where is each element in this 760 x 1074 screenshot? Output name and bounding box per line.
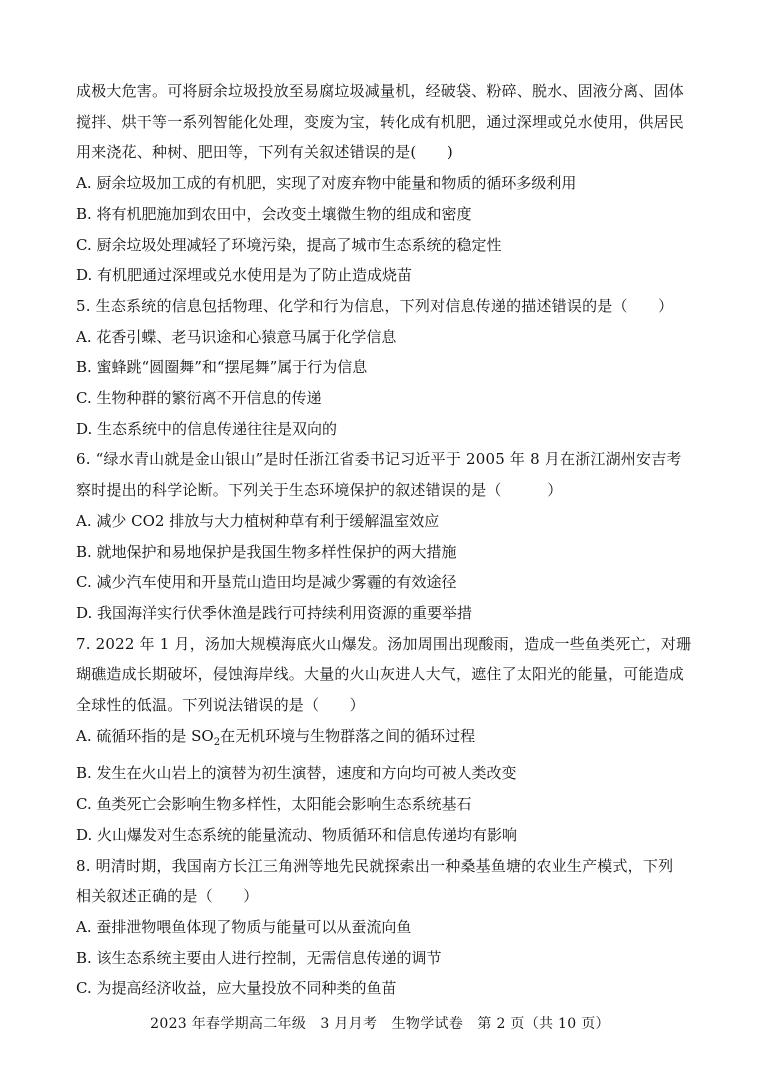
option-c: C. 厨余垃圾处理减轻了环境污染，提高了城市生态系统的稳定性 [76, 235, 502, 254]
option-c: C. 鱼类死亡会影响生物多样性，太阳能会影响生态系统基石 [76, 795, 472, 814]
option-a-prefix: A. 硫循环指的是 SO [76, 726, 214, 745]
option-c: C. 生物种群的繁衍离不开信息的传递 [76, 389, 322, 408]
page-footer: 2023 年春学期高二年级 3 月月考 生物学试卷 第 2 页（共 10 页） [150, 1016, 610, 1032]
question-stem-line: 瑚礁造成长期破坏，侵蚀海岸线。大量的火山灰进人大气，遮住了太阳光的能量，可能造成 [76, 665, 685, 684]
question-6 [76, 444, 688, 628]
question-stem-line: 6. “绿水青山就是金山银山”是时任浙江省委书记习近平于 2005 年 8 月在浙江湖州安吉考 [76, 450, 682, 469]
option-d: D. 有机肥通过深埋或兑水使用是为了防止造成烧苗 [76, 266, 413, 285]
option-a: A. 减少 CO2 排放与大力植树种草有利于缓解温室效应 [76, 511, 440, 530]
question-stem-line: 8. 明清时期，我国南方长江三角洲等地先民就探索出一种桑基鱼塘的农业生产模式，下列 [76, 856, 674, 875]
question-stem-line: 察时提出的科学论断。下列关于生态环境保护的叙述错误的是（ ） [76, 481, 563, 500]
option-c: C. 为提高经济收益，应大量投放不同种类的鱼苗 [76, 979, 397, 998]
question-stem-line: 用来浇花、种树、肥田等，下列有关叙述错误的是( ) [76, 143, 453, 162]
option-b: B. 蜜蜂跳“圆圈舞”和“摆尾舞”属于行为信息 [76, 358, 368, 377]
option-a: A. 花香引蝶、老马识途和心猿意马属于化学信息 [76, 327, 397, 346]
subscript-2: 2 [213, 736, 221, 748]
option-a-suffix: 在无机环境与生物群落之间的循环过程 [220, 726, 476, 745]
option-b: B. 将有机肥施加到农田中，会改变土壤微生物的组成和密度 [76, 204, 472, 223]
question-stem-line: 相关叙述正确的是（ ） [76, 887, 259, 906]
option-c: C. 减少汽车使用和开垦荒山造田均是减少雾霾的有效途径 [76, 573, 457, 592]
option-d: D. 火山爆发对生态系统的能量流动、物质循环和信息传递均有影响 [76, 825, 518, 844]
exam-page [76, 76, 692, 1004]
option-b: B. 该生态系统主要由人进行控制，无需信息传递的调节 [76, 948, 442, 967]
question-stem-line: 7. 2022 年 1 月，汤加大规模海底火山爆发。汤加周围出现酸雨，造成一些鱼类死亡，对珊 [76, 634, 692, 653]
question-4 [76, 76, 688, 291]
question-stem-line: 成极大危害。可将厨余垃圾投放至易腐垃圾减量机，经破袋、粉碎、脱水、固液分离、固体 [76, 82, 685, 100]
question-5 [76, 291, 688, 445]
question-7 [76, 629, 692, 851]
option-d: D. 我国海洋实行伏季休渔是践行可持续利用资源的重要举措 [76, 603, 473, 622]
question-stem-line: 搅拌、烘干等一系列智能化处理，变废为宝，转化成有机肥，通过深埋或兑水使用，供居民 [76, 112, 685, 131]
question-8 [76, 851, 688, 1005]
option-a: A. 厨余垃圾加工成的有机肥，实现了对废弃物中能量和物质的循环多级利用 [76, 174, 577, 193]
option-b: B. 就地保护和易地保护是我国生物多样性保护的两大措施 [76, 542, 457, 561]
question-stem-line: 全球性的低温。下列说法错误的是（ ） [76, 696, 365, 715]
question-stem-line: 5. 生态系统的信息包括物理、化学和行为信息，下列对信息传递的描述错误的是（ ） [76, 296, 674, 315]
option-d: D. 生态系统中的信息传递往往是双向的 [76, 419, 338, 438]
option-a [76, 721, 688, 759]
option-b: B. 发生在火山岩上的演替为初生演替，速度和方向均可被人类改变 [76, 764, 517, 783]
option-a: A. 蚕排泄物喂鱼体现了物质与能量可以从蚕流向鱼 [76, 917, 412, 936]
